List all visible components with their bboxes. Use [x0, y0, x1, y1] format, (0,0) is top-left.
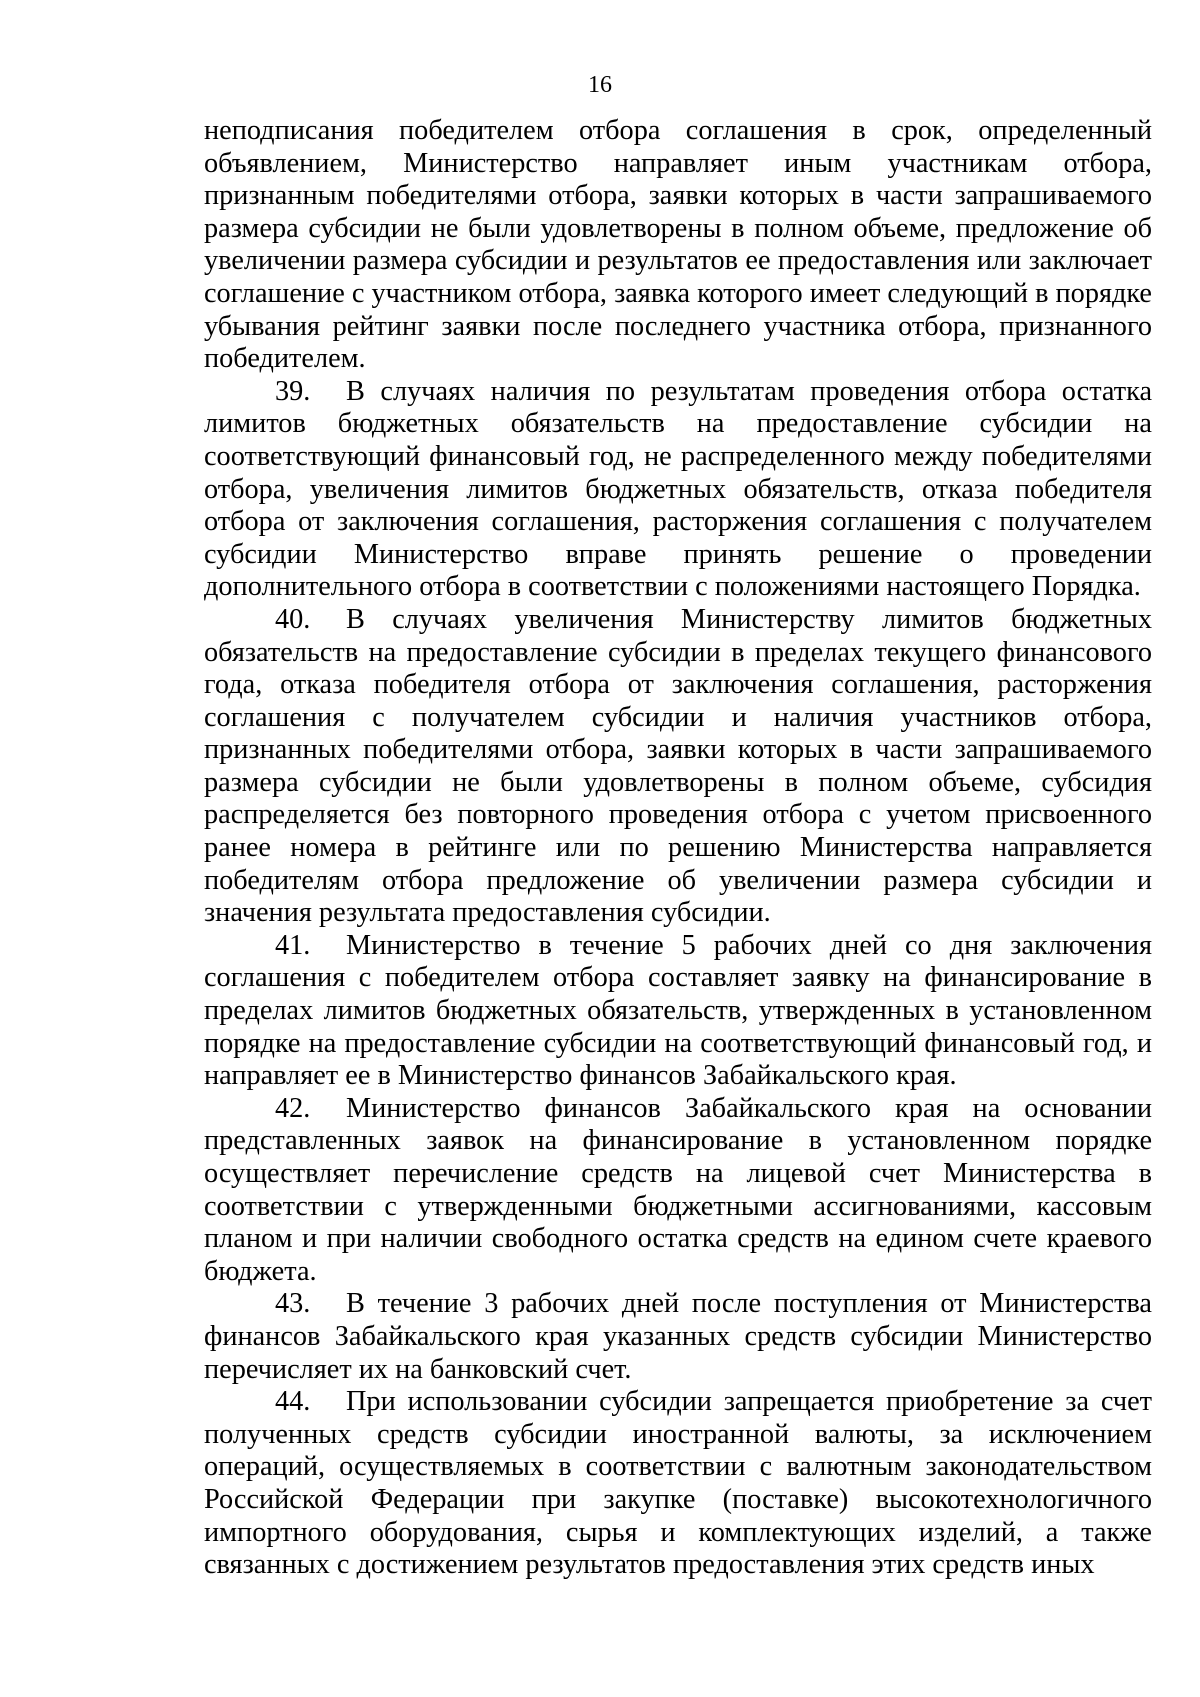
paragraph-number: 44.: [275, 1386, 311, 1418]
paragraph-44: [204, 1386, 1152, 1582]
paragraph-text: неподписания победителем отбора соглашения в срок, определенный объявлением, Министерство направляет иным участникам отбора, признанным победителями отбора, заявки которых в части запрашиваемого размера субсидии не были удовлетворены в полном объеме, предложение об увеличении размера субсидии и результатов ее предоставления или заключает соглашение с участником отбора, заявка которого имеет следующий в порядке убывания рейтинг заявки после последнего участника отбора, признанного победителем.: [204, 115, 1152, 375]
paragraph-continuation: [204, 115, 1152, 376]
paragraph-39: [204, 376, 1152, 604]
paragraph-40: [204, 604, 1152, 930]
paragraph-42: [204, 1093, 1152, 1289]
paragraph-number: 41.: [275, 929, 311, 961]
paragraph-43: [204, 1288, 1152, 1386]
paragraph-text: В случаях наличия по результатам проведения отбора остатка лимитов бюджетных обязательств на предоставление субсидии на соответствующий финансовый год, не распределенного между победителями отбора, увеличения лимитов бюджетных обязательств, отказа победителя отбора от заключения соглашения, расторжения соглашения с получателем субсидии Министерство вправе принять решение о проведении дополнительного отбора в соответствии с положениями настоящего Порядка.: [204, 375, 1152, 603]
paragraph-text: Министерство в течение 5 рабочих дней со дня заключения соглашения с победителем отбора составляет заявку на финансирование в пределах лимитов бюджетных обязательств, утвержденных в установленном порядке на предоставление субсидии на соответствующий финансовый год, и направляет ее в Министерство финансов Забайкальского края.: [204, 929, 1152, 1092]
paragraph-number: 39.: [275, 375, 311, 407]
paragraph-text: В течение 3 рабочих дней после поступления от Министерства финансов Забайкальского края указанных средств субсидии Министерство перечисляет их на банковский счет.: [204, 1288, 1152, 1385]
paragraph-number: 42.: [275, 1092, 311, 1124]
paragraph-number: 40.: [275, 603, 311, 635]
document-body: [204, 115, 1152, 1582]
page-number: 16: [588, 72, 612, 98]
paragraph-41: [204, 930, 1152, 1093]
paragraph-text: В случаях увеличения Министерству лимитов бюджетных обязательств на предоставление субсидии в пределах текущего финансового года, отказа победителя отбора от заключения соглашения, расторжения соглашения с получателем субсидии и наличия участников отбора, признанных победителями отбора, заявки которых в части запрашиваемого размера субсидии не были удовлетворены в полном объеме, субсидия распределяется без повторного проведения отбора с учетом присвоенного ранее номера в рейтинге или по решению Министерства направляется победителям отбора предложение об увеличении размера субсидии и значения результата предоставления субсидии.: [204, 603, 1152, 929]
paragraph-number: 43.: [275, 1288, 311, 1320]
paragraph-text: При использовании субсидии запрещается приобретение за счет полученных средств субсидии иностранной валюты, за исключением операций, осуществляемых в соответствии с валютным законодательством Российской Федерации при закупке (поставке) высокотехнологичного импортного оборудования, сырья и комплектующих изделий, а также связанных с достижением результатов предоставления этих средств иных: [204, 1386, 1152, 1581]
paragraph-text: Министерство финансов Забайкальского края на основании представленных заявок на финансирование в установленном порядке осуществляет перечисление средств на лицевой счет Министерства в соответствии с утвержденными бюджетными ассигнованиями, кассовым планом и при наличии свободного остатка средств на едином счете краевого бюджета.: [204, 1092, 1152, 1287]
